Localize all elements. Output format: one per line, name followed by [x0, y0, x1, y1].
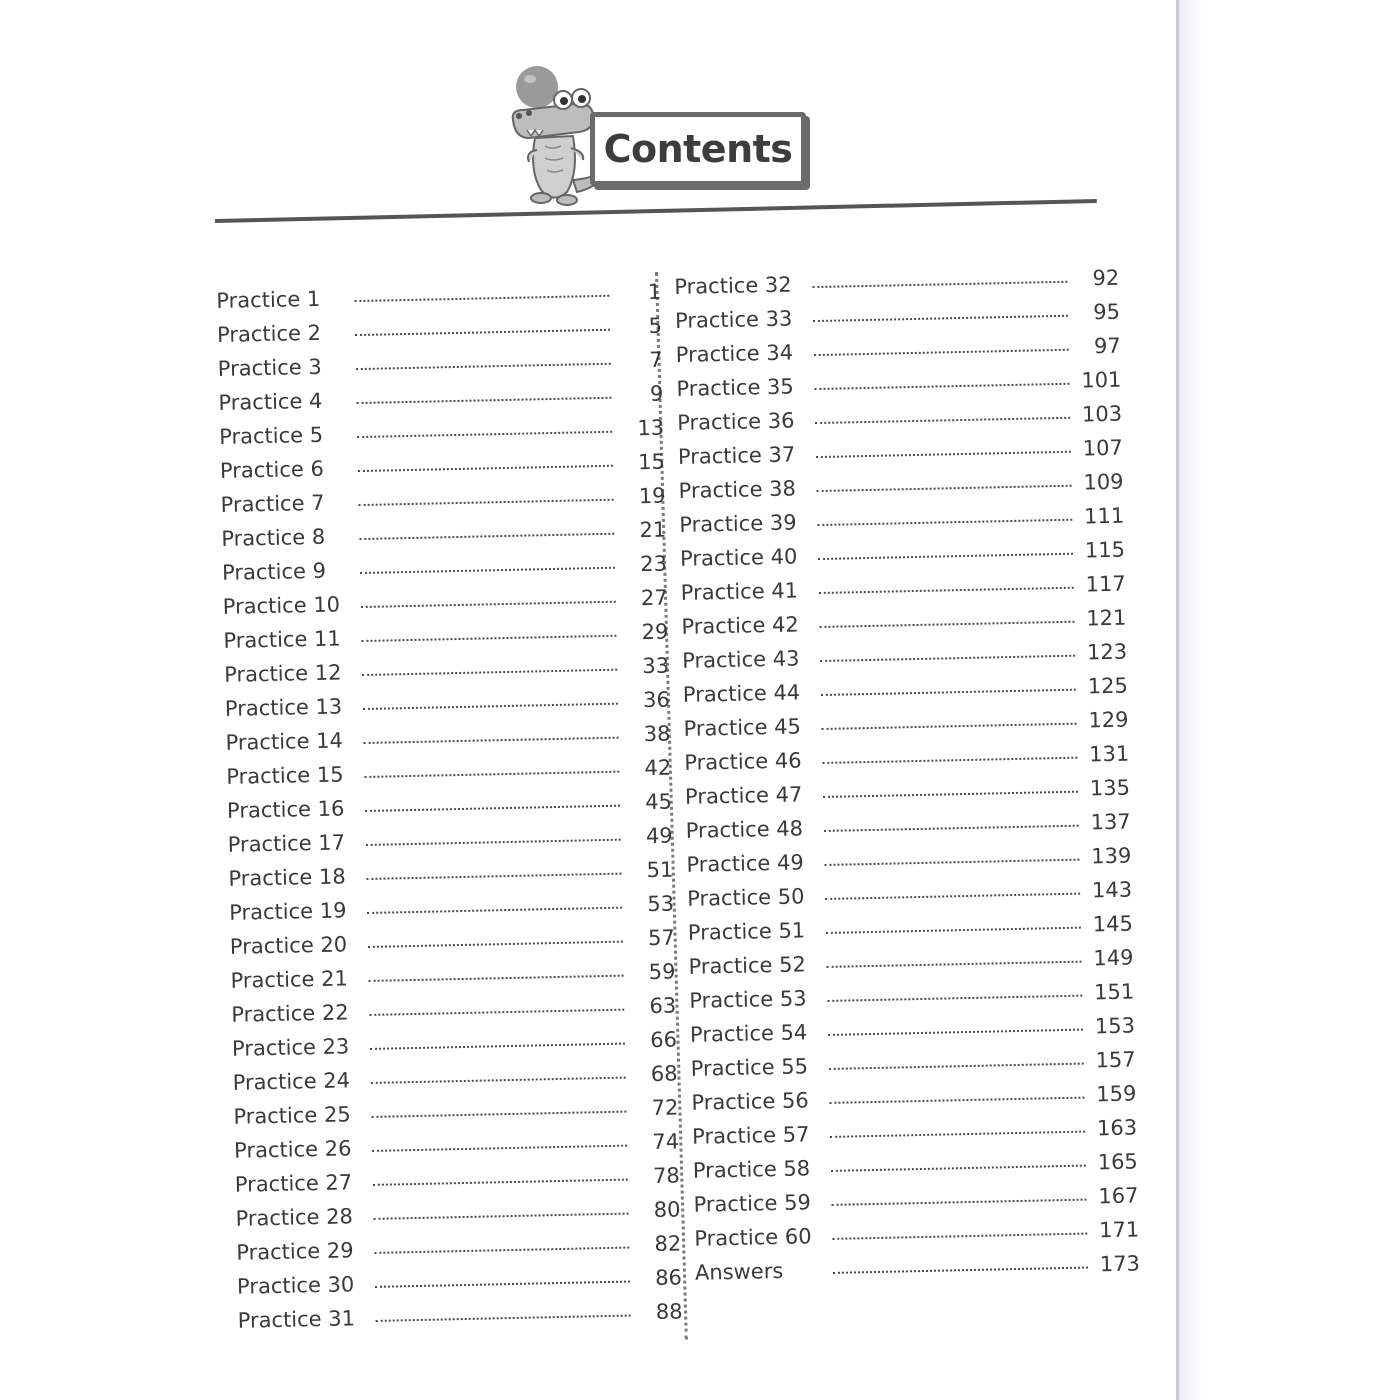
dot-leader [820, 655, 1075, 662]
toc-entry-label: Practice 35 [676, 374, 794, 401]
dot-leader [817, 519, 1072, 526]
toc-entry-label: Practice 39 [679, 510, 797, 537]
toc-entry-page-number: 125 [1087, 673, 1129, 699]
toc-entry-label: Practice 11 [223, 626, 341, 653]
dot-leader [828, 1029, 1083, 1036]
toc-entry-label: Practice 27 [234, 1170, 353, 1197]
dot-leader [372, 1145, 627, 1152]
toc-entry-page-number: 157 [1095, 1047, 1136, 1073]
toc-entry-label: Practice 43 [681, 646, 800, 673]
toc-entry-label: Practice 18 [228, 864, 346, 891]
toc-entry-page-number: 36 [642, 687, 671, 713]
toc-entry-page-number: 80 [653, 1197, 681, 1223]
dot-leader [362, 669, 617, 676]
dot-leader [817, 485, 1072, 492]
dot-leader [819, 587, 1074, 594]
dot-leader [816, 451, 1071, 458]
page-binding-shadow [1179, 0, 1203, 1400]
dot-leader [824, 825, 1079, 832]
toc-entry-page-number: 165 [1097, 1149, 1139, 1175]
toc-entry-page-number: 29 [641, 619, 669, 645]
toc-entry-page-number: 135 [1089, 775, 1131, 801]
toc-entry-label: Practice 22 [231, 1000, 349, 1027]
dot-leader [818, 553, 1073, 560]
toc-entry-page-number: 137 [1090, 809, 1131, 835]
dot-leader [364, 737, 619, 744]
dot-leader [371, 1111, 626, 1118]
toc-entry-label: Practice 25 [233, 1102, 351, 1129]
toc-entry-page-number: 97 [1093, 333, 1121, 359]
toc-entry-label: Practice 21 [230, 966, 349, 993]
toc-entry-page-number: 117 [1085, 571, 1126, 597]
toc-entry-label: Practice 15 [226, 762, 344, 789]
dot-leader [822, 723, 1077, 730]
toc-entry-page-number: 139 [1091, 843, 1132, 869]
dot-leader [371, 1077, 626, 1084]
toc-entry-page-number: 107 [1082, 435, 1124, 461]
toc-entry-page-number: 7 [649, 347, 663, 372]
toc-entry-page-number: 38 [643, 721, 671, 747]
toc-entry-page-number: 95 [1092, 299, 1121, 325]
toc-entry-page-number: 101 [1081, 367, 1122, 393]
toc-entry-page-number: 78 [652, 1163, 681, 1189]
dot-leader [815, 417, 1070, 424]
toc-entry-label: Practice 2 [216, 320, 322, 347]
toc-entry-label: Practice 29 [236, 1238, 354, 1265]
toc-entry-page-number: 33 [642, 653, 670, 679]
dot-leader [830, 1131, 1085, 1138]
toc-entry-label: Practice 55 [690, 1054, 809, 1081]
toc-column-left [216, 275, 683, 1338]
toc-entry-label: Practice 50 [686, 884, 805, 911]
toc-entry-page-number: 88 [655, 1299, 683, 1325]
toc-entry-page-number: 21 [639, 517, 667, 543]
toc-entry-page-number: 66 [649, 1027, 678, 1053]
toc-entry-label: Practice 40 [679, 544, 798, 571]
toc-entry-label: Practice 37 [677, 442, 796, 469]
toc-entry-label: Practice 1 [216, 286, 321, 313]
toc-entry-label: Practice 60 [694, 1224, 812, 1251]
dot-leader [365, 805, 620, 812]
toc-entry-label: Practice 42 [681, 612, 799, 639]
dot-leader [827, 995, 1082, 1002]
toc-entry-label: Practice 44 [682, 680, 801, 707]
toc-entry-page-number: 63 [649, 993, 677, 1019]
dot-leader [369, 975, 624, 982]
toc-entry-label: Practice 19 [228, 898, 347, 925]
toc-entry-label: Practice 7 [220, 490, 325, 517]
dot-leader [361, 601, 616, 608]
dot-leader [367, 907, 622, 914]
toc-entry-page-number: 121 [1086, 605, 1127, 631]
dot-leader [812, 281, 1067, 288]
dot-leader [359, 533, 614, 540]
dot-leader [373, 1179, 628, 1186]
toc-entry-label: Practice 57 [691, 1122, 810, 1149]
dot-leader [355, 329, 610, 336]
toc-entry-label: Practice 26 [233, 1136, 352, 1163]
toc-entry-page-number: 19 [638, 483, 666, 509]
toc-entry-label: Practice 41 [680, 578, 799, 605]
toc-entry-label: Practice 17 [227, 830, 346, 857]
dot-leader [354, 295, 609, 302]
dot-leader [826, 927, 1081, 934]
dot-leader [827, 961, 1082, 968]
dot-leader [368, 941, 623, 948]
dot-leader [374, 1247, 629, 1254]
dot-leader [823, 791, 1078, 798]
toc-entry-label: Practice 4 [218, 388, 323, 415]
dot-leader [366, 873, 621, 880]
toc-entry-page-number: 115 [1084, 537, 1126, 563]
toc-entry-label: Practice 46 [684, 748, 802, 775]
toc-entry-label: Practice 28 [235, 1204, 354, 1231]
toc-entry-page-number: 51 [646, 857, 674, 883]
dot-leader [369, 1009, 624, 1016]
title-box [590, 112, 806, 186]
toc-entry-page-number: 82 [654, 1231, 682, 1257]
toc-entry-page-number: 74 [652, 1129, 680, 1155]
dot-leader [813, 315, 1068, 322]
toc-entry-page-number: 129 [1088, 707, 1129, 733]
dot-leader [829, 1063, 1084, 1070]
toc-entry-page-number: 159 [1096, 1081, 1137, 1107]
dot-leader [358, 465, 613, 472]
toc-entry-page-number: 53 [647, 891, 675, 917]
toc-entry-label: Practice 54 [689, 1020, 808, 1047]
toc-entry-label: Practice 56 [691, 1088, 809, 1115]
page-title: Contents [603, 127, 793, 171]
toc-entry-page-number: 153 [1094, 1013, 1136, 1039]
dot-leader [359, 499, 614, 506]
toc-entry-label: Practice 45 [683, 714, 802, 741]
toc-entry-page-number: 72 [651, 1095, 679, 1121]
toc-entry-label: Practice 34 [675, 340, 794, 367]
toc-entry-page-number: 171 [1098, 1217, 1140, 1243]
toc-entry-label: Practice 48 [685, 816, 804, 843]
toc-entry-label: Practice 9 [221, 558, 327, 585]
toc-entry-page-number: 123 [1086, 639, 1128, 665]
toc-entry-page-number: 1 [647, 279, 662, 304]
toc-entry-page-number: 167 [1098, 1183, 1139, 1209]
toc-entry-label: Practice 52 [688, 952, 807, 979]
toc-entry-label: Practice 47 [684, 782, 803, 809]
toc-entry-page-number: 49 [645, 823, 673, 849]
toc-entry-page-number: 163 [1096, 1115, 1138, 1141]
dot-leader [366, 839, 621, 846]
toc-entry-page-number: 109 [1083, 469, 1124, 495]
dot-leader [831, 1165, 1086, 1172]
toc-entry-page-number: 13 [637, 415, 665, 441]
toc-entry-label: Practice 49 [686, 850, 804, 877]
toc-entry-page-number: 57 [647, 925, 676, 951]
dot-leader [376, 1315, 631, 1322]
toc-entry-page-number: 59 [648, 959, 676, 985]
dot-leader [357, 431, 612, 438]
toc-entry-label: Practice 31 [237, 1306, 356, 1333]
dot-leader [832, 1233, 1087, 1240]
toc-entry-page-number: 149 [1093, 945, 1134, 971]
toc-entry-page-number: 103 [1081, 401, 1123, 427]
dot-leader [815, 383, 1070, 390]
toc-entry-label: Practice 20 [229, 932, 348, 959]
dot-leader [819, 621, 1074, 628]
toc-entry-label: Practice 14 [225, 728, 344, 755]
toc-entry-label: Practice 12 [223, 660, 342, 687]
dot-leader [364, 771, 619, 778]
toc-entry-page-number: 68 [650, 1061, 678, 1087]
toc-entry-page-number: 45 [644, 789, 673, 815]
toc-entry-label: Practice 36 [676, 408, 795, 435]
toc-entry-label: Answers [694, 1258, 784, 1285]
toc-entry-page-number: 145 [1092, 911, 1134, 937]
dot-leader [370, 1043, 625, 1050]
toc-entry-label: Practice 38 [678, 476, 797, 503]
dot-leader [361, 635, 616, 642]
toc-entry-label: Practice 59 [693, 1190, 812, 1217]
toc-entry-label: Practice 51 [687, 918, 806, 945]
toc-entry-page-number: 143 [1091, 877, 1133, 903]
toc-entry-label: Practice 6 [219, 456, 325, 483]
toc-column-right [674, 261, 1140, 1290]
toc-entry-page-number: 111 [1083, 503, 1125, 529]
dot-leader [833, 1267, 1088, 1274]
dot-leader [374, 1213, 629, 1220]
toc-entry-label: Practice 13 [224, 694, 343, 721]
toc-entry-page-number: 86 [654, 1265, 683, 1291]
dot-leader [356, 363, 611, 370]
dot-leader [357, 397, 612, 404]
toc-entry-page-number: 9 [649, 381, 664, 406]
toc-entry-label: Practice 58 [692, 1156, 811, 1183]
toc-entry-label: Practice 8 [221, 524, 326, 551]
toc-entry-page-number: 131 [1088, 741, 1130, 767]
toc-entry-page-number: 15 [637, 449, 666, 475]
dot-leader [832, 1199, 1087, 1206]
toc-entry-page-number: 92 [1092, 265, 1120, 291]
dot-leader [375, 1281, 630, 1288]
dot-leader [822, 757, 1077, 764]
toc-entry-page-number: 27 [640, 585, 668, 611]
dot-leader [829, 1097, 1084, 1104]
dot-leader [814, 349, 1069, 356]
toc-entry-page-number: 173 [1099, 1251, 1141, 1277]
toc-entry-label: Practice 5 [218, 422, 324, 449]
toc-entry-label: Practice 3 [217, 354, 322, 381]
toc-entry-label: Practice 24 [232, 1068, 351, 1095]
toc-entry-page-number: 5 [648, 313, 663, 338]
dot-leader [824, 859, 1079, 866]
toc-entry-label: Practice 32 [674, 272, 792, 299]
dot-leader [825, 893, 1080, 900]
contents-header [505, 60, 805, 220]
toc-entry-label: Practice 53 [689, 986, 807, 1013]
toc-entry-page-number: 42 [644, 755, 672, 781]
toc-entry-label: Practice 33 [674, 306, 793, 333]
dot-leader [821, 689, 1076, 696]
toc-entry-page-number: 151 [1093, 979, 1135, 1005]
toc-entry-label: Practice 23 [231, 1034, 350, 1061]
toc-entry-label: Practice 30 [236, 1272, 355, 1299]
toc-entry-label: Practice 16 [226, 796, 345, 823]
dot-leader [360, 567, 615, 574]
toc-entry-page-number: 23 [639, 551, 668, 577]
dot-leader [363, 703, 618, 710]
toc-entry-label: Practice 10 [222, 592, 341, 619]
